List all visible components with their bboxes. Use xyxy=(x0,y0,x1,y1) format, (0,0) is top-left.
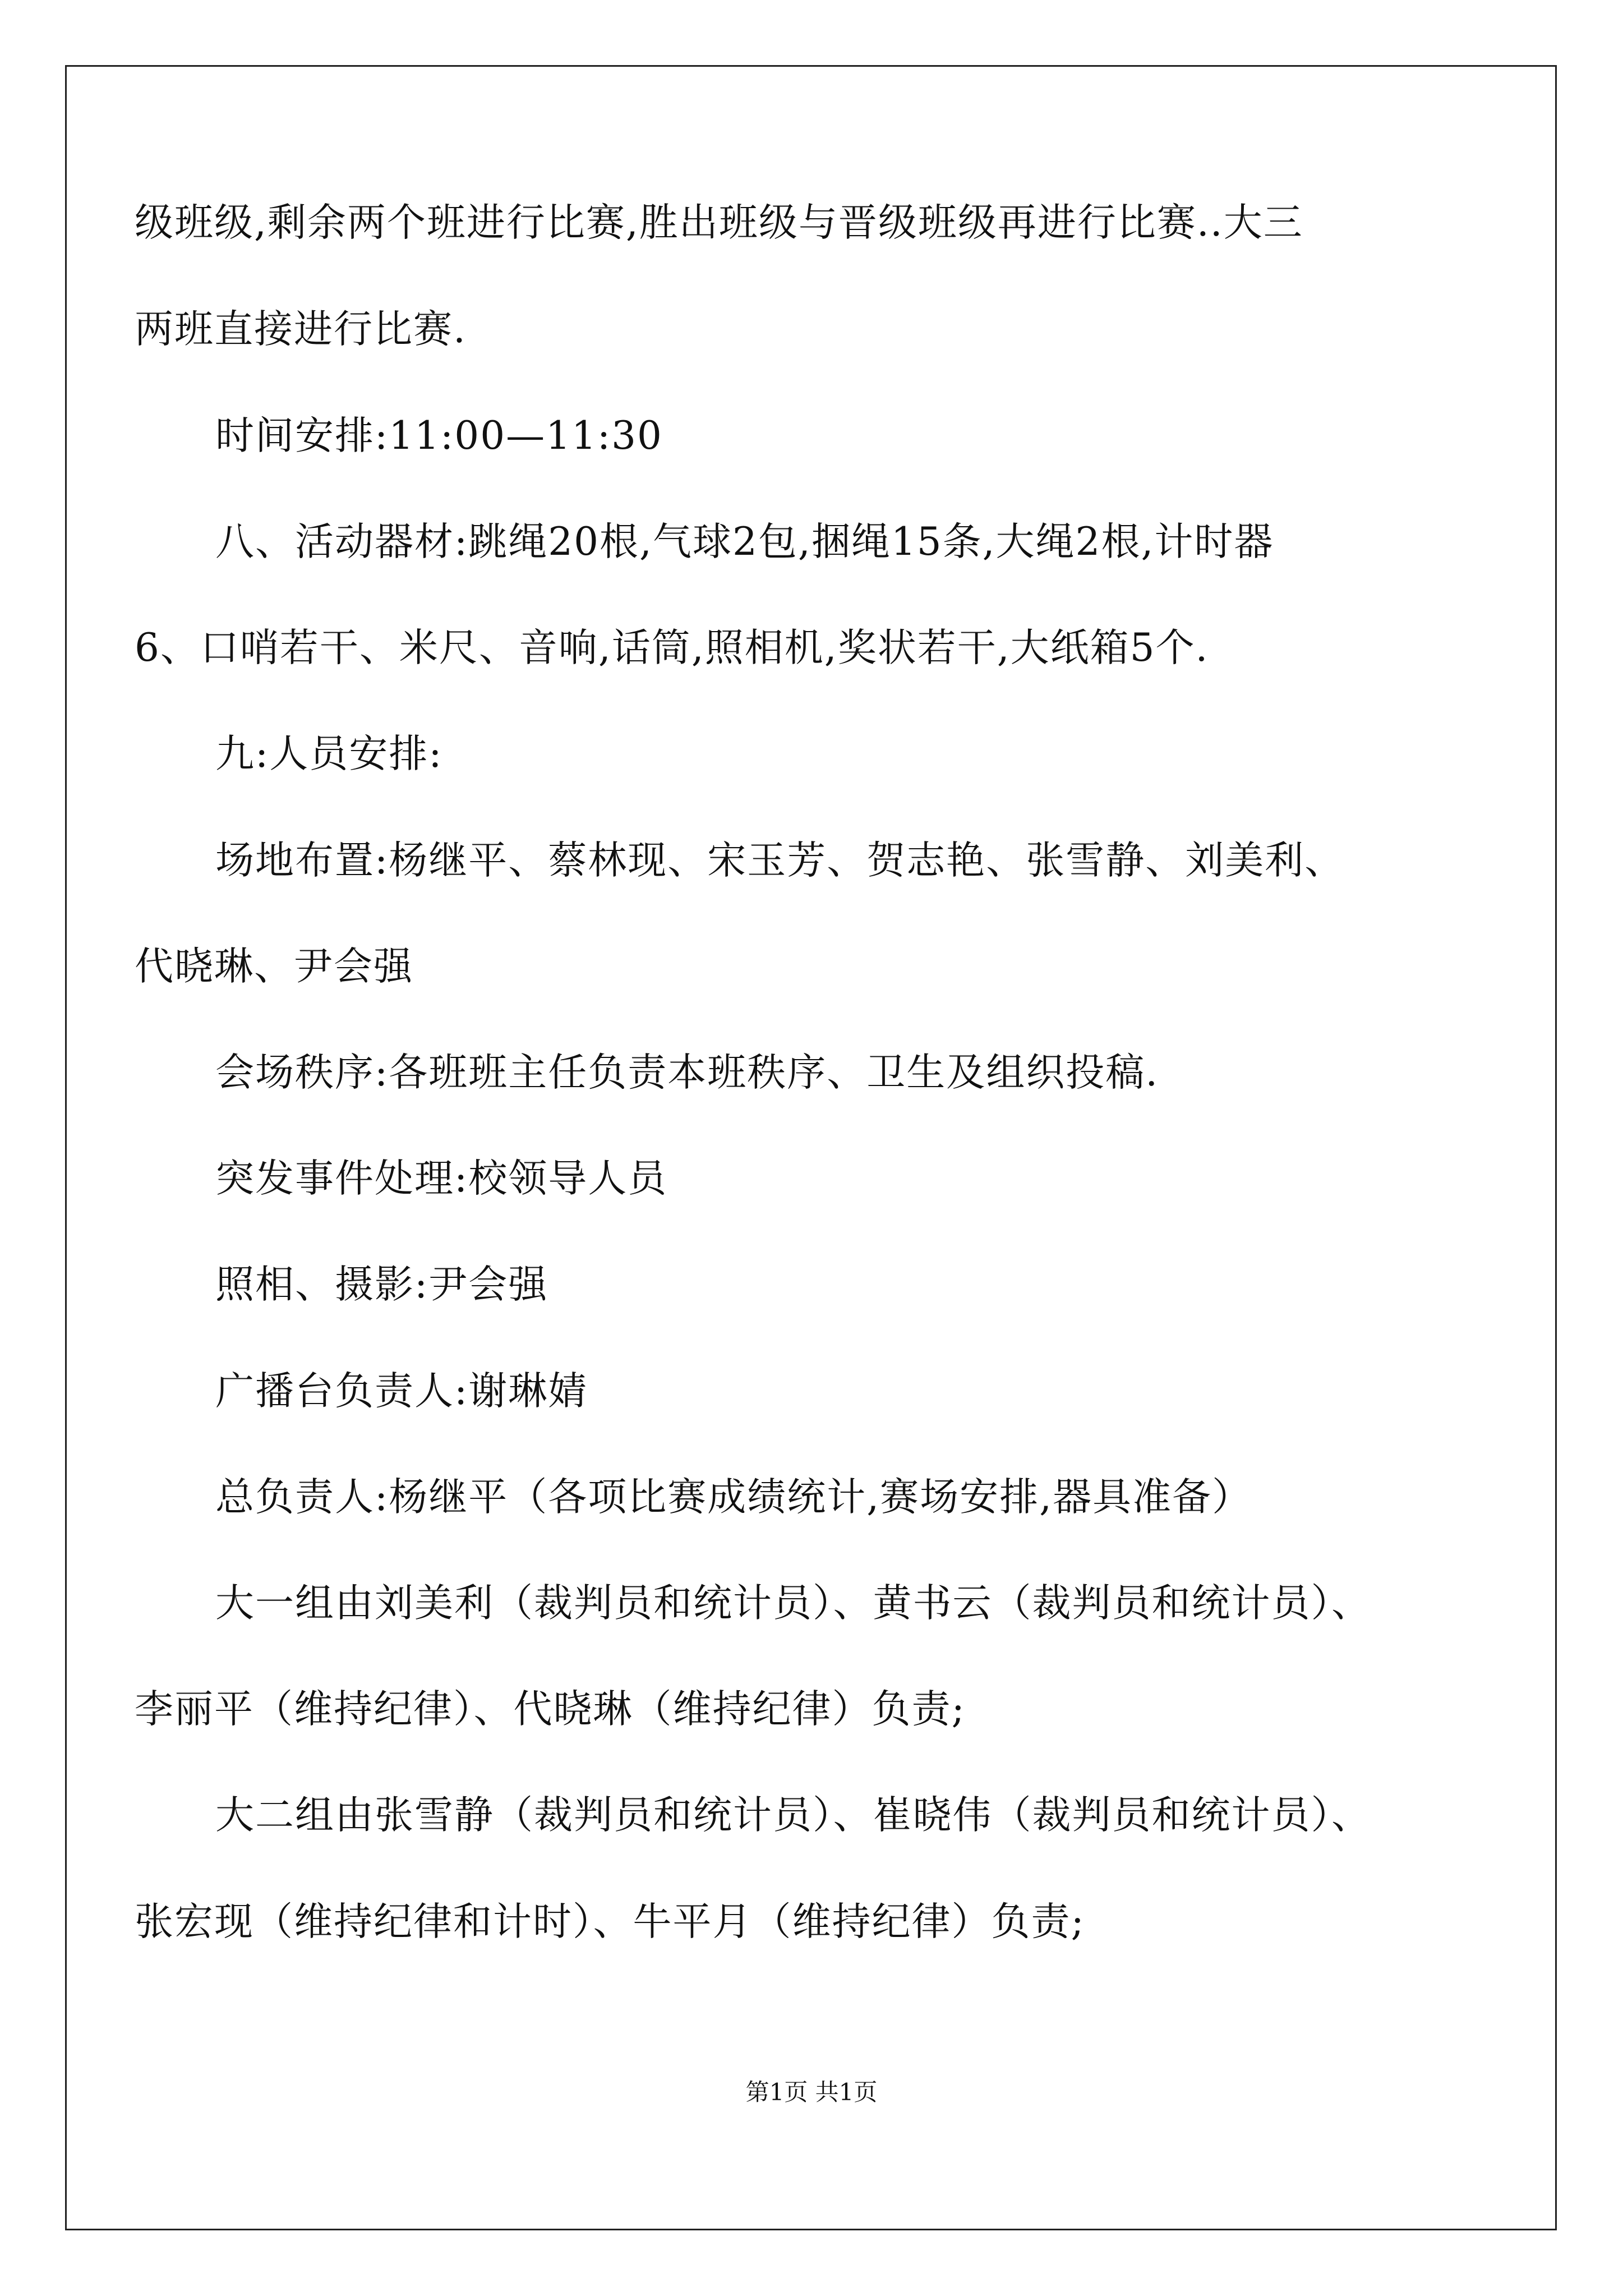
text-line: 两班直接进行比赛. xyxy=(135,307,467,352)
text-line: 照相、摄影:尹会强 xyxy=(215,1262,548,1307)
text-line: 八、活动器材:跳绳20根,气球2包,捆绳15条,大绳2根,计时器 xyxy=(215,519,1274,564)
text-line: 级班级,剩余两个班进行比赛,胜出班级与晋级班级再进行比赛..大三 xyxy=(135,200,1303,245)
text-line: 李丽平（维持纪律）、代晓琳（维持纪律）负责; xyxy=(135,1687,966,1732)
page-footer: 第1页 共1页 xyxy=(745,2078,878,2106)
text-line: 大一组由刘美利（裁判员和统计员）、黄书云（裁判员和统计员）、 xyxy=(215,1581,1371,1626)
text-line: 代晓琳、尹会强 xyxy=(135,944,413,989)
text-line: 会场秩序:各班班主任负责本班秩序、卫生及组织投稿. xyxy=(215,1050,1159,1095)
text-line: 6、口哨若干、米尺、音响,话筒,照相机,奖状若干,大纸箱5个. xyxy=(135,625,1209,670)
text-line: 大二组由张雪静（裁判员和统计员）、崔晓伟（裁判员和统计员）、 xyxy=(215,1793,1371,1838)
text-line: 张宏现（维持纪律和计时）、牛平月（维持纪律）负责; xyxy=(135,1899,1085,1944)
text-line: 时间安排:11:00—11:30 xyxy=(215,413,663,458)
text-line: 总负责人:杨继平（各项比赛成绩统计,赛场安排,器具准备） xyxy=(215,1475,1252,1520)
text-line: 突发事件处理:校领导人员 xyxy=(215,1156,668,1201)
text-line: 九:人员安排: xyxy=(215,731,443,776)
text-line: 场地布置:杨继平、蔡林现、宋玉芳、贺志艳、张雪静、刘美利、 xyxy=(215,838,1345,883)
text-line: 广播台负责人:谢琳婧 xyxy=(215,1369,588,1414)
